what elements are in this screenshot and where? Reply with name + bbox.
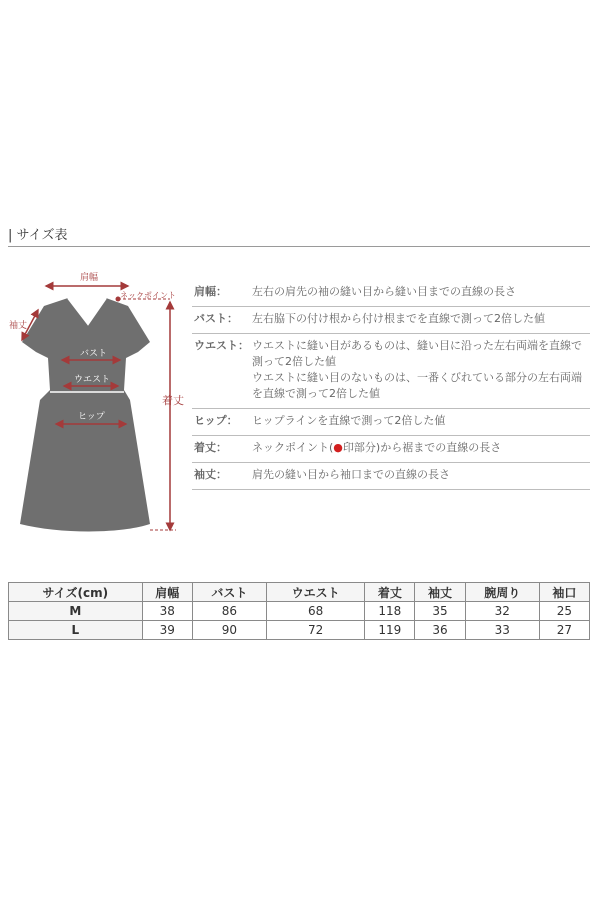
definition-row <box>192 436 590 463</box>
definition-text: 左右の肩先の袖の縫い目から縫い目までの直線の長さ <box>252 285 516 298</box>
definition-term: 着丈： <box>194 441 227 454</box>
table-cell: 35 <box>415 602 465 621</box>
table-cell: 33 <box>465 621 539 640</box>
header-cell: ウエスト <box>267 583 365 602</box>
definition-text: 左右脇下の付け根から付け根までを直線で測って2倍した値 <box>252 312 545 325</box>
dress-measurement-diagram <box>0 262 195 552</box>
definition-text: 肩先の縫い目から袖口までの直線の長さ <box>252 468 450 481</box>
title-divider <box>8 246 590 247</box>
definition-text: ウエストに縫い目があるものは、縫い目に沿った左右両端を直線で 測って2倍した値 ウエストに縫い目のないものは、一番くびれている部分の左右両端 を直線で測って2倍した値 <box>252 339 582 400</box>
header-cell: 袖口 <box>539 583 589 602</box>
header-cell: 肩幅 <box>142 583 192 602</box>
neck-point-label: ネックポイント <box>120 291 176 300</box>
header-cell: 腕周り <box>465 583 539 602</box>
definition-row <box>192 280 590 307</box>
definition-row <box>192 334 590 409</box>
definition-term: 肩幅： <box>194 285 227 298</box>
table-cell: 38 <box>142 602 192 621</box>
table-cell: 27 <box>539 621 589 640</box>
table-cell: 90 <box>192 621 266 640</box>
definition-row <box>192 409 590 436</box>
table-cell: 86 <box>192 602 266 621</box>
size-table-header <box>9 583 590 602</box>
header-cell: 袖丈 <box>415 583 465 602</box>
shoulder-label: 肩幅 <box>80 273 99 283</box>
size-label: M <box>9 602 143 621</box>
table-row <box>9 621 590 640</box>
table-cell: 32 <box>465 602 539 621</box>
measurement-definitions <box>192 280 590 490</box>
table-cell: 36 <box>415 621 465 640</box>
neck-point-marker: ● <box>333 441 343 454</box>
definition-text: ネックポイント(●印部分)から裾までの直線の長さ <box>252 441 502 454</box>
table-cell: 39 <box>142 621 192 640</box>
header-cell: バスト <box>192 583 266 602</box>
size-label: L <box>9 621 143 640</box>
bust-label: バスト <box>80 349 108 359</box>
table-cell: 118 <box>365 602 415 621</box>
sleeve-label: 袖丈 <box>9 321 28 331</box>
definition-term: バスト： <box>194 312 238 325</box>
header-cell: サイズ(cm) <box>9 583 143 602</box>
definition-text: ヒップラインを直線で測って2倍した値 <box>252 414 446 427</box>
table-cell: 25 <box>539 602 589 621</box>
definition-term: ヒップ： <box>194 414 238 427</box>
definition-term: 袖丈： <box>194 468 227 481</box>
definition-row <box>192 307 590 334</box>
definition-term: ウエスト： <box>194 339 249 352</box>
hip-label: ヒップ <box>78 412 105 422</box>
header-cell: 着丈 <box>365 583 415 602</box>
section-title: | サイズ表 <box>8 228 68 243</box>
definition-row <box>192 463 590 490</box>
table-cell: 72 <box>267 621 365 640</box>
table-row <box>9 602 590 621</box>
length-label: 着丈 <box>162 394 184 407</box>
table-cell: 68 <box>267 602 365 621</box>
waist-label: ウエスト <box>74 375 111 385</box>
size-table <box>8 582 590 640</box>
table-cell: 119 <box>365 621 415 640</box>
